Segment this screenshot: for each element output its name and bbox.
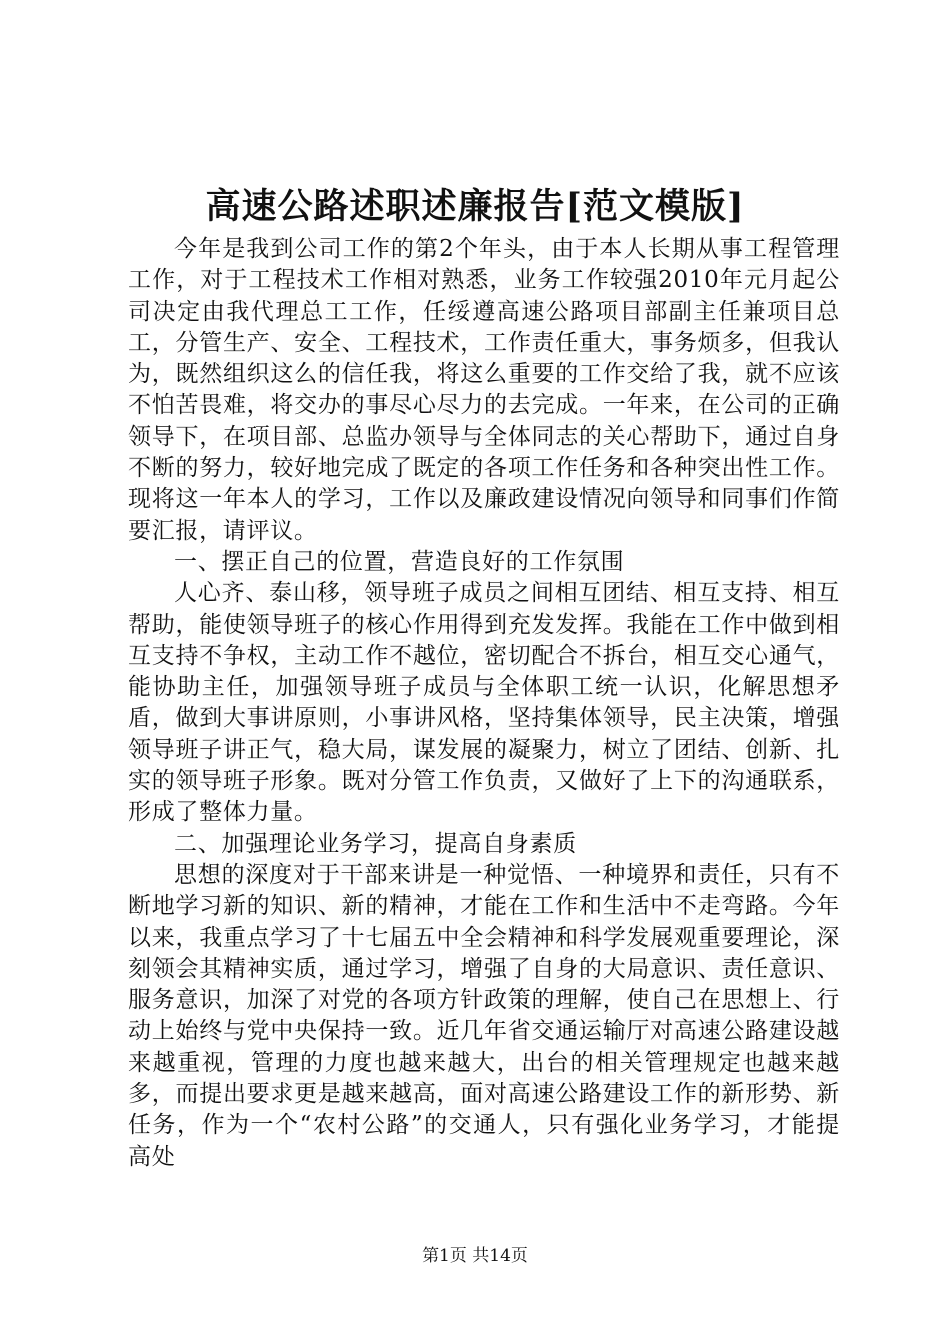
- page-footer: 第1页 共14页: [422, 1246, 528, 1266]
- section-heading-2: 二、加强理论业务学习，提高自身素质: [174, 830, 577, 857]
- document-title: 高速公路述职述廉报告[范文模版]: [205, 186, 745, 227]
- paragraph-section-1: 人心齐、泰山移，领导班子成员之间相互团结、相互支持、相互帮助，能使领导班子的核心作用得到充发发挥。我能在工作中做到相互支持不争权，主动工作不越位，密切配合不拆台，相互交心通气，能协助主任，加强领导班子成员与全体职工统一认识，化解思想矛盾，做到大事讲原则，小事讲风格，坚持集体领导，民主决策，增强领导班子讲正气，稳大局，谋发展的凝聚力，树立了团结、创新、扎实的领导班子形象。既对分管工作负责，又做好了上下的沟通联系，形成了整体力量。: [128, 580, 840, 826]
- paragraph-intro: 今年是我到公司工作的第2个年头，由于本人长期从事工程管理工作，对于工程技术工作相对熟悉，业务工作较强2010年元月起公司决定由我代理总工工作，任绥遵高速公路项目部副主任兼项目总工，分管生产、安全、工程技术，工作责任重大，事务烦多，但我认为，既然组织这么的信任我，将这么重要的工作交给了我，就不应该不怕苦畏难，将交办的事尽心尽力的去完成。一年来，在公司的正确领导下，在项目部、总监办领导与全体同志的关心帮助下，通过自身不断的努力，较好地完成了既定的各项工作任务和各种突出性工作。现将这一年本人的学习，工作以及廉政建设情况向领导和同事们作简要汇报，请评议。: [128, 236, 840, 544]
- paragraph-section-2: 思想的深度对于干部来讲是一种觉悟、一种境界和责任，只有不断地学习新的知识、新的精神，才能在工作和生活中不走弯路。今年以来，我重点学习了十七届五中全会精神和科学发展观重要理论，深刻领会其精神实质，通过学习，增强了自身的大局意识、责任意识、服务意识，加深了对党的各项方针政策的理解，使自己在思想上、行动上始终与党中央保持一致。近几年省交通运输厅对高速公路建设越来越重视，管理的力度也越来越大，出台的相关管理规定也越来越多，而提出要求更是越来越高，面对高速公路建设工作的新形势、新任务，作为一个“农村公路”的交通人，只有强化业务学习，才能提高处: [128, 861, 840, 1170]
- section-heading-1: 一、摆正自己的位置，营造良好的工作氛围: [174, 548, 625, 575]
- document-body: [128, 234, 840, 1173]
